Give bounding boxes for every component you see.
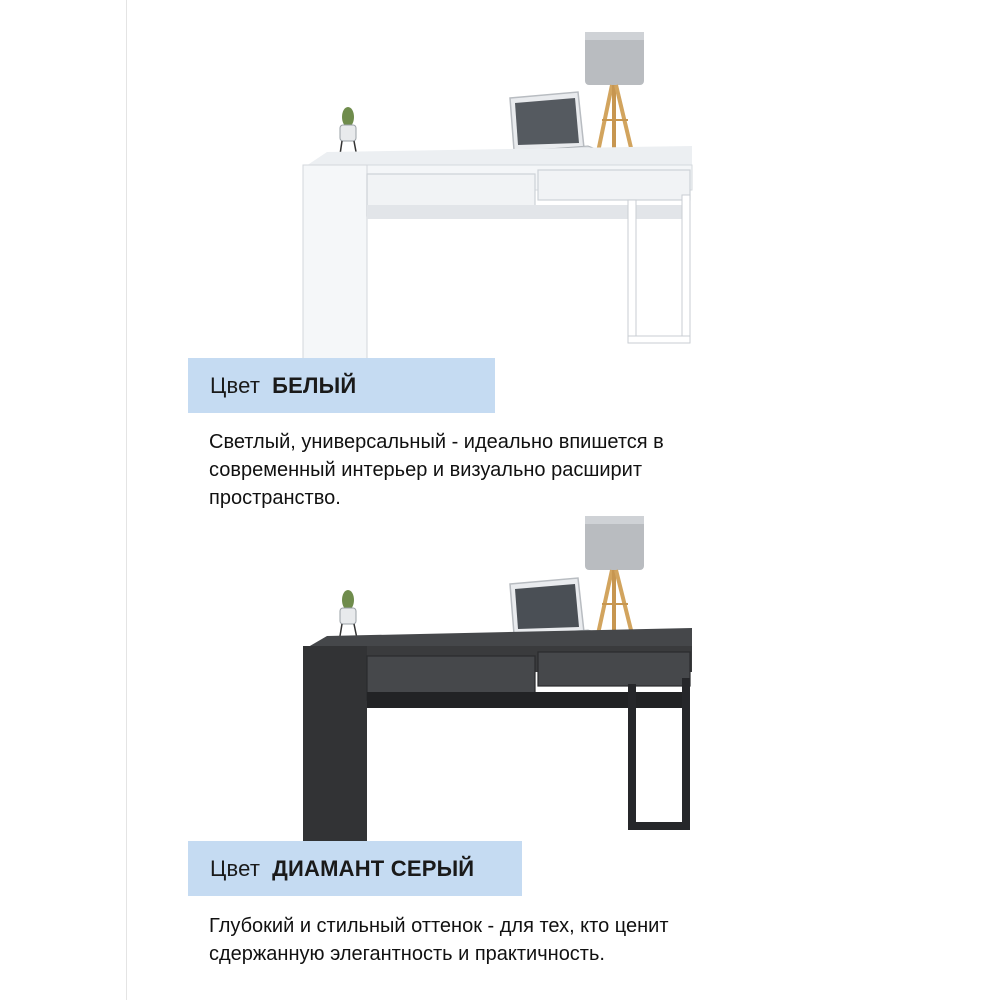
- description-line: сдержанную элегантность и практичность.: [209, 943, 605, 965]
- gray-desk-illustration: [0, 486, 1000, 846]
- table-lamp: [585, 516, 644, 634]
- description-line: Светлый, универсальный - идеально впишется в: [209, 431, 664, 453]
- color-label-prefix: Цвет: [210, 855, 261, 881]
- color-label-gray: [188, 841, 522, 896]
- color-label-prefix: Цвет: [210, 372, 261, 398]
- table-lamp: [585, 32, 644, 152]
- color-label-value: БЕЛЫЙ: [272, 372, 357, 398]
- description-line: пространство.: [209, 487, 341, 509]
- description-line: Глубокий и стильный оттенок - для тех, кто ценит: [209, 915, 669, 937]
- color-label-value: ДИАМАНТ СЕРЫЙ: [272, 855, 475, 881]
- color-description-gray: [209, 912, 969, 968]
- color-label-white: [188, 358, 495, 413]
- description-line: современный интерьер и визуально расширит: [209, 459, 643, 481]
- white-desk-illustration: [0, 0, 1000, 360]
